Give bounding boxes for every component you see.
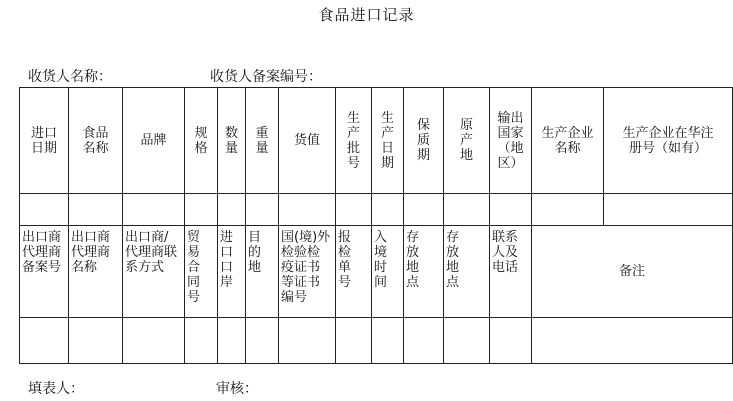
table-cell[interactable] <box>20 194 69 226</box>
reviewer-label: 审核： <box>216 381 258 397</box>
table-cell[interactable] <box>185 194 218 226</box>
table-cell[interactable] <box>372 194 404 226</box>
header-cell-goods-value: 货值 <box>279 88 336 194</box>
header-cell-inspection-number: 报检单号 <box>336 226 372 318</box>
table-cell[interactable] <box>69 318 123 364</box>
header-cell-brand: 品牌 <box>123 88 185 194</box>
food-import-record-table <box>19 87 733 364</box>
table-cell[interactable] <box>604 194 733 226</box>
header-cell-import-date: 进口日期 <box>20 88 69 194</box>
table-cell[interactable] <box>20 318 69 364</box>
table-cell[interactable] <box>532 194 604 226</box>
table-cell[interactable] <box>336 318 372 364</box>
table-row-empty-2 <box>20 318 733 364</box>
table-cell[interactable] <box>372 318 404 364</box>
header-cell-destination: 目的地 <box>246 226 279 318</box>
header-cell-export-country: 输出国家（地区） <box>490 88 532 194</box>
table-cell[interactable] <box>532 318 733 364</box>
header-cell-exporter-name: 出口商代理商名称 <box>69 226 123 318</box>
header-cell-import-port: 进口口岸 <box>218 226 246 318</box>
table-cell[interactable] <box>218 194 246 226</box>
header-cell-trade-contract-number: 贸易合同号 <box>185 226 218 318</box>
table-cell[interactable] <box>444 318 490 364</box>
consignee-name-label: 收货人名称： <box>28 69 112 85</box>
header-cell-contact-person-phone: 联系人及电话 <box>490 226 532 318</box>
page-title: 食品进口记录 <box>318 6 415 24</box>
table-cell[interactable] <box>123 318 185 364</box>
table-row-empty-1 <box>20 194 733 226</box>
header-cell-food-name: 食品名称 <box>69 88 123 194</box>
header-cell-quantity: 数量 <box>218 88 246 194</box>
table-cell[interactable] <box>123 194 185 226</box>
header-cell-remarks: 备注 <box>532 226 733 318</box>
header-cell-exporter-record-number: 出口商代理商备案号 <box>20 226 69 318</box>
header-cell-shelf-life: 保质期 <box>404 88 444 194</box>
table-cell[interactable] <box>490 318 532 364</box>
table-cell[interactable] <box>336 194 372 226</box>
header-cell-origin: 原产地 <box>444 88 490 194</box>
header-row <box>20 88 733 194</box>
header-cell-manufacturer-registration: 生产企业在华注册号（如有） <box>604 88 733 194</box>
header-cell-entry-time: 入境时间 <box>372 226 404 318</box>
header-cell-specification: 规格 <box>185 88 218 194</box>
secondary-header-row <box>20 226 733 318</box>
table-cell[interactable] <box>279 318 336 364</box>
header-cell-production-date: 生产日期 <box>372 88 404 194</box>
consignee-record-number-label: 收货人备案编号： <box>210 69 322 85</box>
table-cell[interactable] <box>490 194 532 226</box>
table-cell[interactable] <box>246 318 279 364</box>
header-cell-weight: 重量 <box>246 88 279 194</box>
table-cell[interactable] <box>185 318 218 364</box>
header-cell-production-batch: 生产批号 <box>336 88 372 194</box>
header-cell-manufacturer-name: 生产企业名称 <box>532 88 604 194</box>
table-cell[interactable] <box>279 194 336 226</box>
table-cell[interactable] <box>69 194 123 226</box>
table-cell[interactable] <box>218 318 246 364</box>
filled-by-label: 填表人： <box>28 381 84 397</box>
table-cell[interactable] <box>404 194 444 226</box>
table-cell[interactable] <box>444 194 490 226</box>
header-cell-storage-location: 存放地点 <box>404 226 444 318</box>
table-cell[interactable] <box>246 194 279 226</box>
header-cell-exporter-contact: 出口商/代理商联系方式 <box>123 226 185 318</box>
header-cell-inspection-certificate-number: 国(境)外检验检疫证书等证书编号 <box>279 226 336 318</box>
table-cell[interactable] <box>404 318 444 364</box>
header-cell-storage-location-2: 存放地点 <box>444 226 490 318</box>
